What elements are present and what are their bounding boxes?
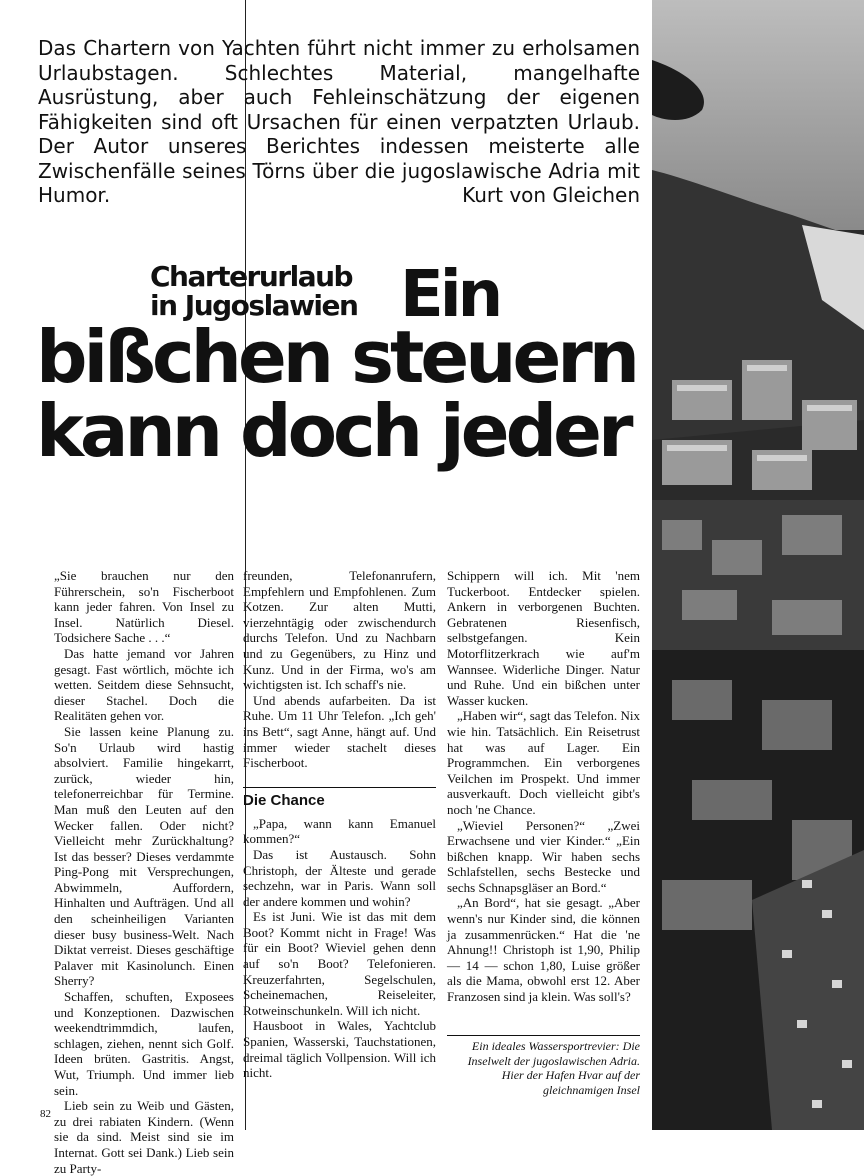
paragraph: „Papa, wann kann Emanuel kommen?“ xyxy=(243,815,436,847)
paragraph: „Haben wir“, sagt das Telefon. Nix wie hin. Tatsächlich. Ein Reisetrust hat was auf Lager. Ein Programmchen. Ein verborgenes Veilchen im Prospekt. Und immer ausverkauft. Doch vielleicht gibt's noch 'ne Chance. xyxy=(447,708,640,817)
paragraph: Es ist Juni. Wie ist das mit dem Boot? Kommt nicht in Frage! Was für ein Boot? Wieviel gehen denn auf so'n Boot? Telefonieren. Kreuzerfahrten, Segelschulen, Scheinemachen, Reiseleiter, Rotweinschunkeln. Will ich nicht. xyxy=(243,909,436,1018)
headline-line-3: kann doch jeder xyxy=(36,389,630,473)
article-column-1 xyxy=(54,568,234,1176)
kicker xyxy=(150,262,357,320)
headline-line-2: bißchen steuern xyxy=(36,315,637,399)
author-name: Kurt von Gleichen xyxy=(462,183,640,207)
paragraph: Das ist Austausch. Sohn Christoph, der Älteste und gerade sechzehn, war in Paris. Wann soll der andere kommen und wohin? xyxy=(243,846,436,909)
paragraph: Schippern will ich. Mit 'nem Tuckerboot. Entdecker spielen. Ankern in verborgenen Buchten. Gebratenen Riesenfisch, selbstgefangen. Kein Motorflitzerkrach wie auf'm Wannsee. Widerliche Dinger. Natur und Ruhe. Und ein bißchen unter Wasser kucken. xyxy=(447,568,640,708)
paragraph: „An Bord“, hat sie gesagt. „Aber wenn's nur Kinder sind, die können ja zusammenrücken.“ Hat die 'ne Ahnung!! Christoph ist 1,90, Philip — 14 — schon 1,80, Luise größer als die Mama, obwohl erst 12. Aber Franzosen sind ja klein. Was soll's? xyxy=(447,895,640,1005)
paragraph: Hausboot in Wales, Yachtclub Spanien, Wasserski, Tauchstationen, dreimal täglich Vollpension. Will ich nicht. xyxy=(243,1018,436,1081)
photo-caption: Ein ideales Wassersportrevier: Die Inselwelt der jugoslawischen Adria. Hier der Hafen Hvar auf der gleichnamigen Insel xyxy=(447,1035,640,1097)
intro-paragraph xyxy=(38,36,640,208)
paragraph: Das hatte jemand vor Jahren gesagt. Fast wörtlich, möchte ich wetten. Seitdem diese Sehnsucht, dieser Stachel. Doch die Realitäten gehen vor. xyxy=(54,645,234,724)
harbor-photo xyxy=(652,0,864,1130)
paragraph: „Sie brauchen nur den Führerschein, so'n Fischerboot kann jeder fahren. Von Insel zu Insel. Natürlich Diesel. Todsichere Sache . . .“ xyxy=(54,568,234,646)
intro-text: Das Chartern von Yachten führt nicht immer zu erholsamen Urlaubstagen. Schlechtes Material, mangelhafte Ausrüstung, aber auch Fehleinschätzung der eigenen Fähigkeiten sind oft Ursachen für einen verpatzten Urlaub. Der Autor unseres Berichtes indessen meisterte alle Zwischenfälle seines Törns über die jugoslawische Adria mit Humor. xyxy=(38,36,640,207)
article-column-2 xyxy=(243,568,436,1081)
paragraph: Schaffen, schuften, Exposees und Konzeptionen. Dazwischen weekendtrimmdich, laufen, schlagen, ziehen, nennt sich Golf. Ideen brüten. Gastritis. Angst, Wut, Triumph. Und immer lieb sein. xyxy=(54,989,234,1098)
paragraph: Lieb sein zu Weib und Gästen, zu drei rabiaten Kindern. (Wenn sie da sind. Meist sind sie im Internat. Gott sei Dank.) Lieb sein zu Party- xyxy=(54,1098,234,1176)
article-column-3 xyxy=(447,568,640,1005)
paragraph: Sie lassen keine Planung zu. So'n Urlaub wird hastig absolviert. Familie hingekarrt, zurück, wieder hin, telefonerreichbar für Termine. Man muß den Leuten auf den Wecker fallen. Oder nicht? Vielleicht mehr Zurückhaltung? Ist das besser? Dieses verdammte Ping-Pong mit Versprechungen, Abwimmeln, Auffordern, Hinhalten und Aufträgen. Und all den scheinheiligen Varianten dieser busy business-Welt. Nach Diktat verreist. Dieses geschäftige Palaver mit Kasinolunch. Einen Sherry? xyxy=(54,723,234,989)
paragraph: Und abends aufarbeiten. Da ist Ruhe. Um 11 Uhr Telefon. „Ich geh' ins Bett“, sagt Anne, hängt auf. Und immer wieder stachelt dieses Fischerboot. xyxy=(243,692,436,771)
kicker-line-2: in Jugoslawien xyxy=(150,289,358,322)
page-number: 82 xyxy=(40,1108,51,1120)
section-subhead: Die Chance xyxy=(243,787,436,810)
paragraph: freunden, Telefonanrufern, Empfehlern und Empfohlenen. Zum Kotzen. Zur alten Mutti, vierzehntägig oder zwischendurch durchs Telefon. Und zu Nachbarn und zu Gegenübers, zu Hinz und Kunz. Und in der Firma, wo's am wichtigsten ist. Ich schaff's nie. xyxy=(243,568,436,693)
headline-word-1: Ein xyxy=(400,258,500,332)
kicker-line-1: Charterurlaub xyxy=(150,260,353,293)
paragraph: „Wieviel Personen?“ „Zwei Erwachsene und vier Kinder.“ „Ein bißchen knapp. Wir haben sechs Schlafstellen, sechs Bestecke und sechs Schnapsgläser an Bord.“ xyxy=(447,817,640,895)
